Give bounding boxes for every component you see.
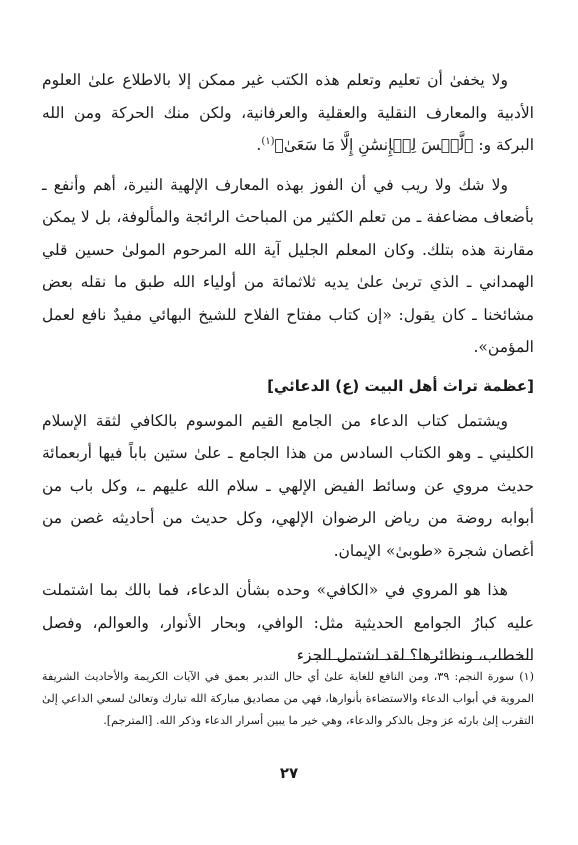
paragraph-4: هذا هو المروي في «الكافي» وحده بشأن الدعاء، فما بالك بما اشتملت عليه كبارُ الجوامع الحديثية مثل: الوافي، وبحار الأنوار، والعوالم، وفصل الخطاب، ونظائرها؟ لقد اشتمل الجزء: [42, 581, 534, 664]
footnote-reference: (١): [261, 135, 275, 147]
main-text: [42, 64, 534, 672]
footnote-text: (١) سورة النجم: ٣٩، ومن النافع للغاية علىٰ أي حال التدبر بعمق في الآيات الكريمة والأحاديث الشريفة المروية في أبواب الدعاء والاستضاءة بأنوارها، فهي من مصاديق مباركة الله تبارك وتعالىٰ لسعي الداعي إلىٰ التقرب إلىٰ بارئه عز وجل بالذكر والدعاء، وهي خير ما يبين أسرار الدعاء وذكر الله. [المترجم].: [42, 670, 535, 727]
paragraph-2: ولا شك ولا ريب في أن الفوز بهذه المعارف الإلهية النيرة، أهم وأنفع ـ بأضعاف مضاعفة ـ من تعلم الكثير من المباحث الرائجة والمألوفة، بل لا يمكن مقارنة هذه بتلك. وكان المعلم الجليل آية الله المرحوم المولىٰ حسين قلي الهمداني ـ الذي تربىٰ علىٰ يديه ثلاثمائة من أولياء الله طبق ما نقله بعض مشائخنا ـ كان يقول: «إن كتاب مفتاح الفلاح للشيخ البهائي مفيدٌ نافع لعمل المؤمن».: [42, 175, 534, 356]
section-heading: [عظمة تراث أهل البيت (ع) الدعائي]: [267, 376, 534, 395]
footnote-separator: [314, 659, 532, 660]
paragraph-1: ولا يخفىٰ أن تعليم وتعلم هذه الكتب غير ممكن إلا بالاطلاع علىٰ العلوم الأدبية والمعارف النقلية والعقلية والعرفانية، ولكن منك الحركة ومن الله البركة و: ﴿لَّيۡسَ لِلۡإِنسَٰنِ إِلَّا مَا سَعَىٰ﴾$^{(١)}$.: [42, 71, 534, 154]
paragraph-1-text: ولا يخفىٰ أن تعليم وتعلم هذه الكتب غير ممكن إلا بالاطلاع علىٰ العلوم الأدبية والمعارف النقلية والعقلية والعرفانية، ولكن منك الحركة ومن الله البركة و: ﴿لَّيۡسَ لِلۡإِنسَٰنِ إِلَّا مَا سَعَىٰ﴾: [42, 71, 534, 154]
footnote: [42, 666, 534, 732]
paragraph-3: ويشتمل كتاب الدعاء من الجامع القيم الموسوم بالكافي لثقة الإسلام الكليني ـ وهو الكتاب السادس من هذا الجامع ـ علىٰ ستين باباً فيها أربعمائة حديث مروي عن وسائط الفيض الإلهي ـ سلام الله عليهم ـ، وكل باب من أبوابه روضة من رياض الرضوان الإلهي، وكل حديث من أحاديثه غصن من أغصان شجرة «طوبىٰ» الإيمان.: [42, 411, 534, 560]
page-number: ٢٧: [279, 764, 299, 782]
